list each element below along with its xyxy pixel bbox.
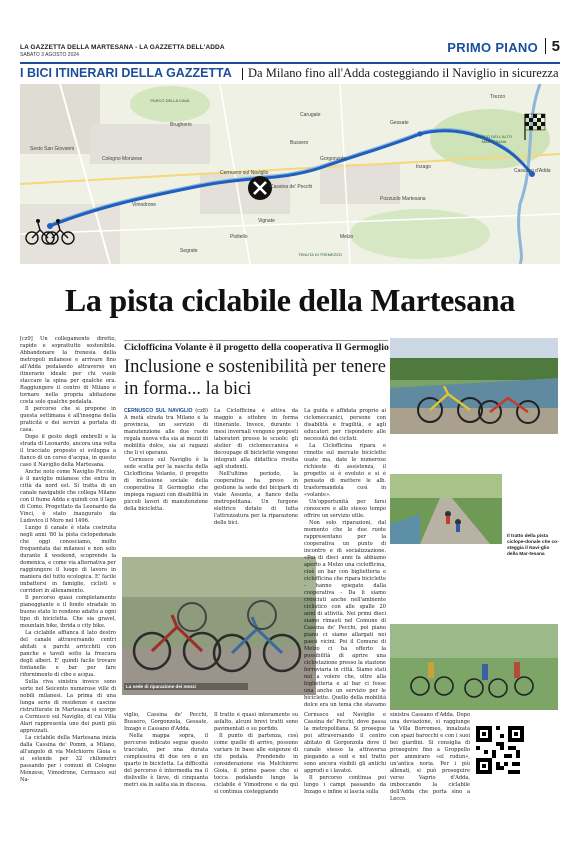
map-label: Vignate — [258, 218, 275, 224]
map-label: Cologno Monzese — [102, 156, 143, 162]
main-headline: La pista ciclabile della Martesana — [64, 282, 516, 318]
series-header — [20, 66, 560, 82]
paragraph: La Ciclofficina ripara e rimette sul mercato biciclette usate ma, date le numerose richieste di assistenza, il progetto si è evoluto e si è pensato di mettere le alb. trasformandola così in «volante». — [304, 443, 386, 498]
park-label: TENUTA DI TREMEZZO — [298, 252, 342, 257]
paragraph: viglio, Cassina de' Pecchi, Bussero, Gorgonzola, Gessate, Inzago e Cassano d'Adda. — [124, 712, 208, 732]
series-divider — [242, 68, 243, 80]
paragraph: Il percorso quasi completamente pianeggiante e il fondo stradale in buono stato lo rendono adatto a ogni tipo di bicicletta. Che sia gravel, mountain bike, ibrida o city bike. — [20, 595, 116, 629]
route-start — [47, 223, 53, 229]
paragraph: Non solo riparazioni, dal momento che le due ruote rappresentano per la cooperativa un punto di incontro e di socializzazione. «Poi di dieci anni fa abbiamo aperto a Melzo una ciclofficina, cioè un bar con biglietteria e ciclofficina che ripara biciclette - hanno spiegato dalla cooperativa - Da lì siamo cresciuti anche nell'ambiente ciclistico con alle spalle 20 anni di attività. Nei primi dieci siamo rimasti nel Comune di Cassina de' Pecchi, poi piano piano ci siamo allargati nei paesi vicini. Poi il Comune di Melzo ci ha offerto la possibilità di aprire una ciclostazione presso la stazione ferroviaria in città. Siamo stati noi a volere che, oltre alla biglietteria e al bar ci fosse una anche un servizio per le biciclette. Quello della mobilità dolce era un tema che stavamo — [304, 520, 386, 708]
inset-kicker: Ciclofficina Volante è il progetto della cooperativa Il Germoglio — [124, 342, 389, 353]
map-label: Melzo — [340, 234, 354, 240]
paragraph: sinistra Cassano d'Adda. Dopo una deviazione, si raggiunge la Villa Borromeo, innalzata con spazi barocchi e con i suoi bei giardini. Si consiglia di proseguire fino a Groppello per ammirare «el rudun», un'antica noria. Per i più allenati, si può proseguire verso Vaprio d'Adda, imboccando la ciclabile dell'Adda che porta sino a Lecco. — [390, 712, 470, 802]
inset-title: Inclusione e sostenibilità per tenere in forma... la bici — [124, 357, 386, 399]
inset-column-1 — [124, 408, 208, 554]
masthead — [20, 8, 560, 68]
paragraph: Anche noto come Naviglio Piccolo, è il naviglio milanese che entra in città da nord est. Si tratta di un canale navigabile che collega Milano con il fiume Adda e quindi con il lago di Como. Progettato da Leonardo da Vinci, è stato inaugurato da Ludovico il Moro nel 1496. — [20, 469, 116, 524]
section-divider — [545, 38, 546, 54]
photo-caption-cyclists: Il tratto della pista ciclope-donale che co-steggia il Navi-glio della Mar-tesana — [507, 534, 559, 557]
map-graphic — [20, 84, 560, 264]
park-area — [130, 86, 210, 122]
page-number: 5 — [551, 38, 560, 55]
paragraph: La guida è affidata proprio ai ciclomeccanici, persone con disabilità e fragilità, e agli educatori per rispondere alle necessità dei ciclisti. — [304, 408, 386, 442]
paragraph: Nell'ultimo periodo, la cooperativa ha preso in gestione la sede del bicipark di viale Assunta, a fianco della metropolitana. Un furgone elettrico dotato di tutta l'attrezzatura per la riparazione delle bici. — [214, 471, 298, 526]
paragraph: Il percorso continua poi lungo i campi passando da Inzago e infine si lascia sulla — [304, 775, 386, 795]
paragraph: La ciclabile affianca il lato destro del canale attraversando centri abitati e parchi arricchiti con panche e tavoli sotto la frescura degli alberi. E' quindi facile trovare fontanelle e bar per fare rifornimento di cibo e acqua. — [20, 630, 116, 678]
route-map — [20, 84, 560, 264]
map-label: Inzago — [416, 164, 432, 170]
series-title: I BICI ITINERARI DELLA GAZZETTA — [20, 66, 232, 80]
paragraph: Il tratto è quasi interamente su asfalto, alcuni brevi tratti sono pavimentati o su porfido. — [214, 712, 298, 732]
map-label: Cassano d'Adda — [514, 168, 551, 174]
inset-column-3 — [304, 408, 386, 708]
photo-repair-bikes — [122, 557, 316, 695]
photo-group-cyclists — [390, 624, 558, 710]
paragraph: Il punto di partenza, così come quello di arrivo, possono variare in base alle esigenze di chi pedala. Prendendo in considerazione via Melchiorre Gioia, il primo paese che si tocca pedalando lungo la ciclabile è Vimodrone e da qui si continua costeggiando — [214, 733, 298, 795]
urban-area — [20, 84, 100, 154]
paragraph: Un'opportunità per farsi conoscere e allo stesso tempo offrire un servizio utile. — [304, 499, 386, 519]
map-label: Pozzuolo Martesana — [380, 196, 426, 202]
paragraph: Cernusco sul Naviglio e Cassina de' Pecchi, dove passa la metropolitana. Si prosegue poi attraversando il centro abitato di Gorgonzola dove il canale stesso la attraversa piegando a sud e nel tratto sono ancora visibili gli antichi approdi e i lavatoi. — [304, 712, 386, 774]
masthead-rule — [20, 62, 560, 64]
paragraph-text: (cz8) A metà strada tra Milano e la provincia, un servizio di manutenzione alle due ruote regala nuova vita sia ai mezzi di mobilità dolce, sia ai ragazzi che li vi operano. — [124, 408, 208, 456]
inset-rule — [124, 340, 388, 341]
paragraph — [124, 408, 208, 457]
main-article-column — [20, 336, 116, 836]
series-subtitle: Da Milano fino all'Adda costeggiando il Naviglio in sicurezza — [248, 66, 559, 80]
park-area — [350, 209, 490, 259]
paragraph: Sulla riva sinistra invece sono sorte nel Seicento numerose ville di nobili milanesi. La prima di una lunga serie di residenze e cascine ristrutturate in Martesana si scorge a Cernusco sul Naviglio, di cui Villa Alari rappresenta uno dei punti più apprezzati. — [20, 679, 116, 734]
park-label: PARCO DELL'ALTO MARTESANA — [476, 134, 512, 144]
paragraph: La ciclabile della Martesana inizia dalla Cassina de' Pomm, a Milano, all'angolo di via Melchiorre Gioia e si estende per 32 chilometri passando per i comuni di Cologno Monzese, Vimodrone, Cernusco sul Na- — [20, 735, 116, 783]
section-label: PRIMO PIANO — [447, 40, 538, 55]
bottom-column-1 — [124, 712, 208, 832]
route-stop — [418, 132, 423, 137]
paragraph: Nella mappa sopra, il percorso indicato segue questo tracciato, per una durata complessiva di due ore e un quarto in bicicletta. La difficoltà del percorso è intermedia ma il dislivello è lieve, di cinquanta metri sia in salita sia in discesa. — [124, 733, 208, 788]
photo-cyclists-path — [390, 474, 502, 544]
bottom-column-2 — [214, 712, 298, 832]
map-label: Gorgonzola — [320, 156, 346, 162]
dateline: CERNUSCO SUL NAVIGLIO — [124, 408, 193, 414]
inset-column-2 — [214, 408, 298, 554]
paragraph: Il percorso che si propone in questa settimana è all'insegna della praticità e dei servizi a portata di casa. — [20, 406, 116, 433]
map-label: Sesto San Giovanni — [30, 146, 75, 152]
paragraph: [cz9] Un collegamento diretto, rapido e soprattutto sostenibile. Abbandonare la frenesia della metropoli milanese e arrivare fino all'Adda pedalando attraverso un itinerario ideale per chi vuole staccare la spina per qualche ora. Raggiungere il centro di Milano e tornare nella propria abitazione costa solo qualche pedalata. — [20, 336, 116, 405]
map-label: Trezzo — [490, 94, 506, 100]
bottom-column-4 — [390, 712, 470, 832]
map-label: Gessate — [390, 120, 409, 126]
map-label: Vimodrone — [132, 202, 157, 208]
map-label: Cassina de' Pecchi — [270, 184, 313, 190]
map-label: Segrate — [180, 248, 198, 254]
publication-name: LA GAZZETTA DELLA MARTESANA - LA GAZZETTA DELL'ADDA — [20, 44, 225, 51]
park-label: PARCO DELLA CAVA — [150, 98, 190, 103]
bottom-column-3 — [304, 712, 386, 832]
publication-date: SABATO 3 AGOSTO 2024 — [20, 52, 79, 58]
paragraph: La Ciclofficina è attiva da maggio a ottobre in forma itinerante. Invece, durante i mesi invernali vengono proposti laboratori presso le scuole: gli atelier di ciclomeccanica e decoupage di biciclette vengono integrati alla didattica rivolta agli studenti. — [214, 408, 298, 470]
paragraph: Dopo il gesto degli ombrelli e la strada di Leonardo, ancora una volta il tracciato proposto si sviluppa a fianco di un corso d'acqua, in questo caso il Naviglio della Martesana. — [20, 434, 116, 468]
map-label: Bussero — [290, 140, 309, 146]
photo-canal-bikes — [390, 338, 558, 434]
paragraph: Cernusco sul Naviglio è la sede scelta per la nascita della Ciclofficina Volante, il progetto di inclusione sociale della cooperativa Il Germoglio che impiega ragazzi con disabilità in piccoli lavori di manutenzione della bicicletta. — [124, 457, 208, 512]
repair-tools-icon — [248, 176, 272, 200]
qr-code[interactable] — [476, 726, 524, 774]
map-label: Pioltello — [230, 234, 248, 240]
photo-caption-bikes: La sede di riparazione dei mezzi — [124, 683, 248, 690]
paragraph: Lungo il canale è stata costruita negli anni '80 la pista ciclopedonale che oggi conosciamo, molto frequentata dai milanesi e non solo durante il weekend, scoprendo la domenica, e come via alternativa per raggiungere il luogo di lavoro in maniera del tutto ecologica. E' facile imbattersi in famiglie, ciclisti e corridori in allenamento. — [20, 525, 116, 594]
map-label: Brugherio — [170, 122, 192, 128]
map-label: Carugate — [300, 112, 321, 118]
map-label: Cernusco sul Naviglio — [220, 170, 269, 176]
